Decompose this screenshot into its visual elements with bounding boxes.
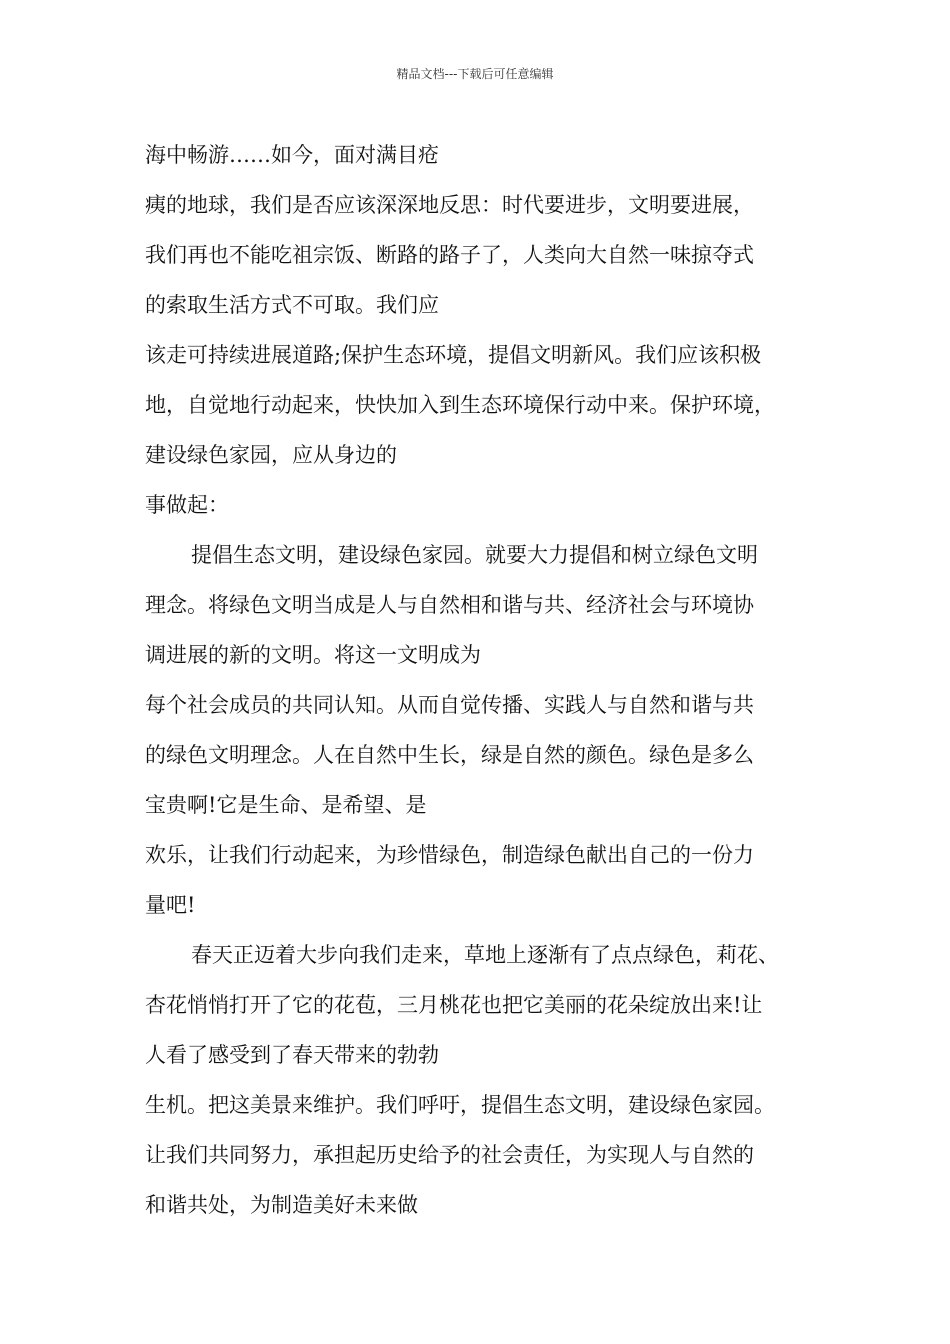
text-line: 事做起： — [145, 493, 229, 517]
text-line: 的索取生活方式不可取。我们应 — [145, 293, 439, 317]
text-line: 和谐共处，为制造美好未来做 — [145, 1193, 418, 1217]
text-line: 人看了感受到了春天带来的勃勃 — [145, 1043, 439, 1067]
text-line: 该走可持续进展道路;保护生态环境，提倡文明新风。我们应该积极 — [145, 343, 762, 367]
document-body — [145, 130, 845, 1230]
text-line: 我们再也不能吃祖宗饭、断路的路子了，人类向大自然一味掠夺式 — [145, 243, 754, 267]
text-line: 欢乐，让我们行动起来，为珍惜绿色，制造绿色献出自己的一份力 — [145, 843, 754, 867]
text-line: 痍的地球，我们是否应该深深地反思：时代要进步，文明要进展， — [145, 193, 754, 217]
paragraph-first-line: 春天正迈着大步向我们走来，草地上逐渐有了点点绿色，莉花、 — [191, 943, 779, 967]
text-line: 的绿色文明理念。人在自然中生长，绿是自然的颜色。绿色是多么 — [145, 743, 754, 767]
text-line: 建设绿色家园，应从身边的 — [145, 443, 397, 467]
text-line: 生机。把这美景来维护。我们呼吁，提倡生态文明，建设绿色家园。 — [145, 1093, 775, 1117]
text-line: 量吧! — [145, 893, 196, 917]
text-line: 地，自觉地行动起来，快快加入到生态环境保行动中来。保护环境， — [145, 393, 775, 417]
page-header: 精品文档---下载后可任意编辑 — [396, 67, 554, 81]
text-line: 每个社会成员的共同认知。从而自觉传播、实践人与自然和谐与共 — [145, 693, 754, 717]
text-line: 海中畅游……如今，面对满目疮 — [145, 143, 439, 167]
text-line: 宝贵啊!它是生命、是希望、是 — [145, 793, 427, 817]
text-line: 让我们共同努力，承担起历史给予的社会责任，为实现人与自然的 — [145, 1143, 754, 1167]
text-line: 杏花悄悄打开了它的花苞，三月桃花也把它美丽的花朵绽放出来!让 — [145, 993, 763, 1017]
paragraph-first-line: 提倡生态文明，建设绿色家园。就要大力提倡和树立绿色文明 — [191, 543, 758, 567]
text-line: 调进展的新的文明。将这一文明成为 — [145, 643, 481, 667]
text-line: 理念。将绿色文明当成是人与自然相和谐与共、经济社会与环境协 — [145, 593, 754, 617]
